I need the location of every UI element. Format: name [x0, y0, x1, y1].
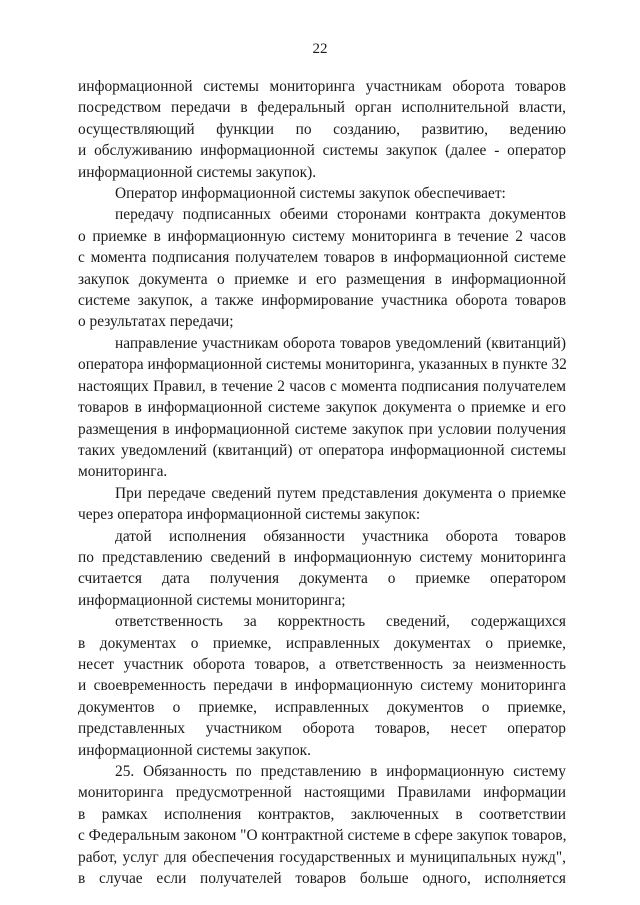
text-line: Оператор информационной системы закупок обеспечивает: [115, 185, 506, 203]
text-line: работ, услуг для обеспечения государственных и муниципальных нужд", [78, 848, 566, 866]
text-line: информационной системы закупок. [78, 741, 311, 759]
text-line: информационной системы закупок). [78, 163, 317, 181]
text-line: ответственность за корректность сведений, содержащихся [115, 613, 566, 631]
text-line: с Федеральным законом "О контрактной системе в сфере закупок товаров, [78, 827, 567, 845]
text-line: о приемке в информационную систему мониторинга в течение 2 часов [78, 227, 566, 245]
text-line: и обслуживанию информационной системы закупок (далее - оператор [78, 142, 566, 160]
text-line: по представлению сведений в информационную систему мониторинга [78, 548, 566, 566]
text-line: о результатах передачи; [78, 313, 234, 331]
page-number: 22 [312, 41, 328, 57]
text-line: через оператора информационной системы закупок: [78, 506, 421, 524]
text-line: посредством передачи в федеральный орган исполнительной власти, [78, 99, 566, 117]
text-line: мониторинга. [78, 463, 168, 481]
text-line: информационной системы мониторинга; [78, 591, 346, 609]
text-line: оператора информационной системы мониторинга, указанных в пункте 32 [78, 356, 567, 374]
text-line: в документах о приемке, исправленных документах о приемке, [78, 634, 566, 652]
text-line: мониторинга предусмотренной настоящими Правилами информации [78, 784, 566, 802]
text-line: осуществляющий функции по созданию, развитию, ведению [78, 120, 566, 138]
text-line: размещения в информационной системе закупок при условии получения [78, 420, 566, 438]
text-line: представленных участником оборота товаров, несет оператор [78, 720, 566, 738]
text-line: настоящих Правил, в течение 2 часов с момента подписания получателем [78, 377, 566, 395]
text-line: таких уведомлений (квитанций) от оператора информационной системы [78, 441, 566, 459]
text-line: системе закупок, а также информирование участника оборота товаров [78, 292, 566, 310]
text-line: закупок документа о приемке и его размещения в информационной [78, 270, 566, 288]
text-line: датой исполнения обязанности участника оборота товаров [115, 527, 566, 545]
text-line: 25. Обязанность по представлению в информационную систему [115, 763, 566, 780]
text-line: несет участник оборота товаров, а ответственность за неизменность [78, 655, 566, 673]
text-line: и своевременность передачи в информационную систему мониторинга [78, 677, 566, 695]
text-line: При передаче сведений путем представления документа о приемке [115, 484, 566, 502]
text-line: с момента подписания получателем товаров в информационной системе [78, 249, 566, 267]
text-line: в случае если получателей товаров больше одного, исполняется [78, 870, 566, 888]
text-line: направление участникам оборота товаров уведомлений (квитанций) [115, 334, 566, 352]
text-line: передачу подписанных обеими сторонами контракта документов [115, 206, 566, 224]
text-line: документов о приемке, исправленных документов о приемке, [78, 698, 566, 716]
text-line: в рамках исполнения контрактов, заключенных в соответствии [78, 805, 566, 823]
text-line: считается дата получения документа о приемке оператором [78, 570, 566, 588]
text-line: информационной системы мониторинга участникам оборота товаров [78, 78, 566, 95]
document-body [78, 76, 566, 889]
text-line: товаров в информационной системе закупок документа о приемке и его [78, 399, 566, 417]
